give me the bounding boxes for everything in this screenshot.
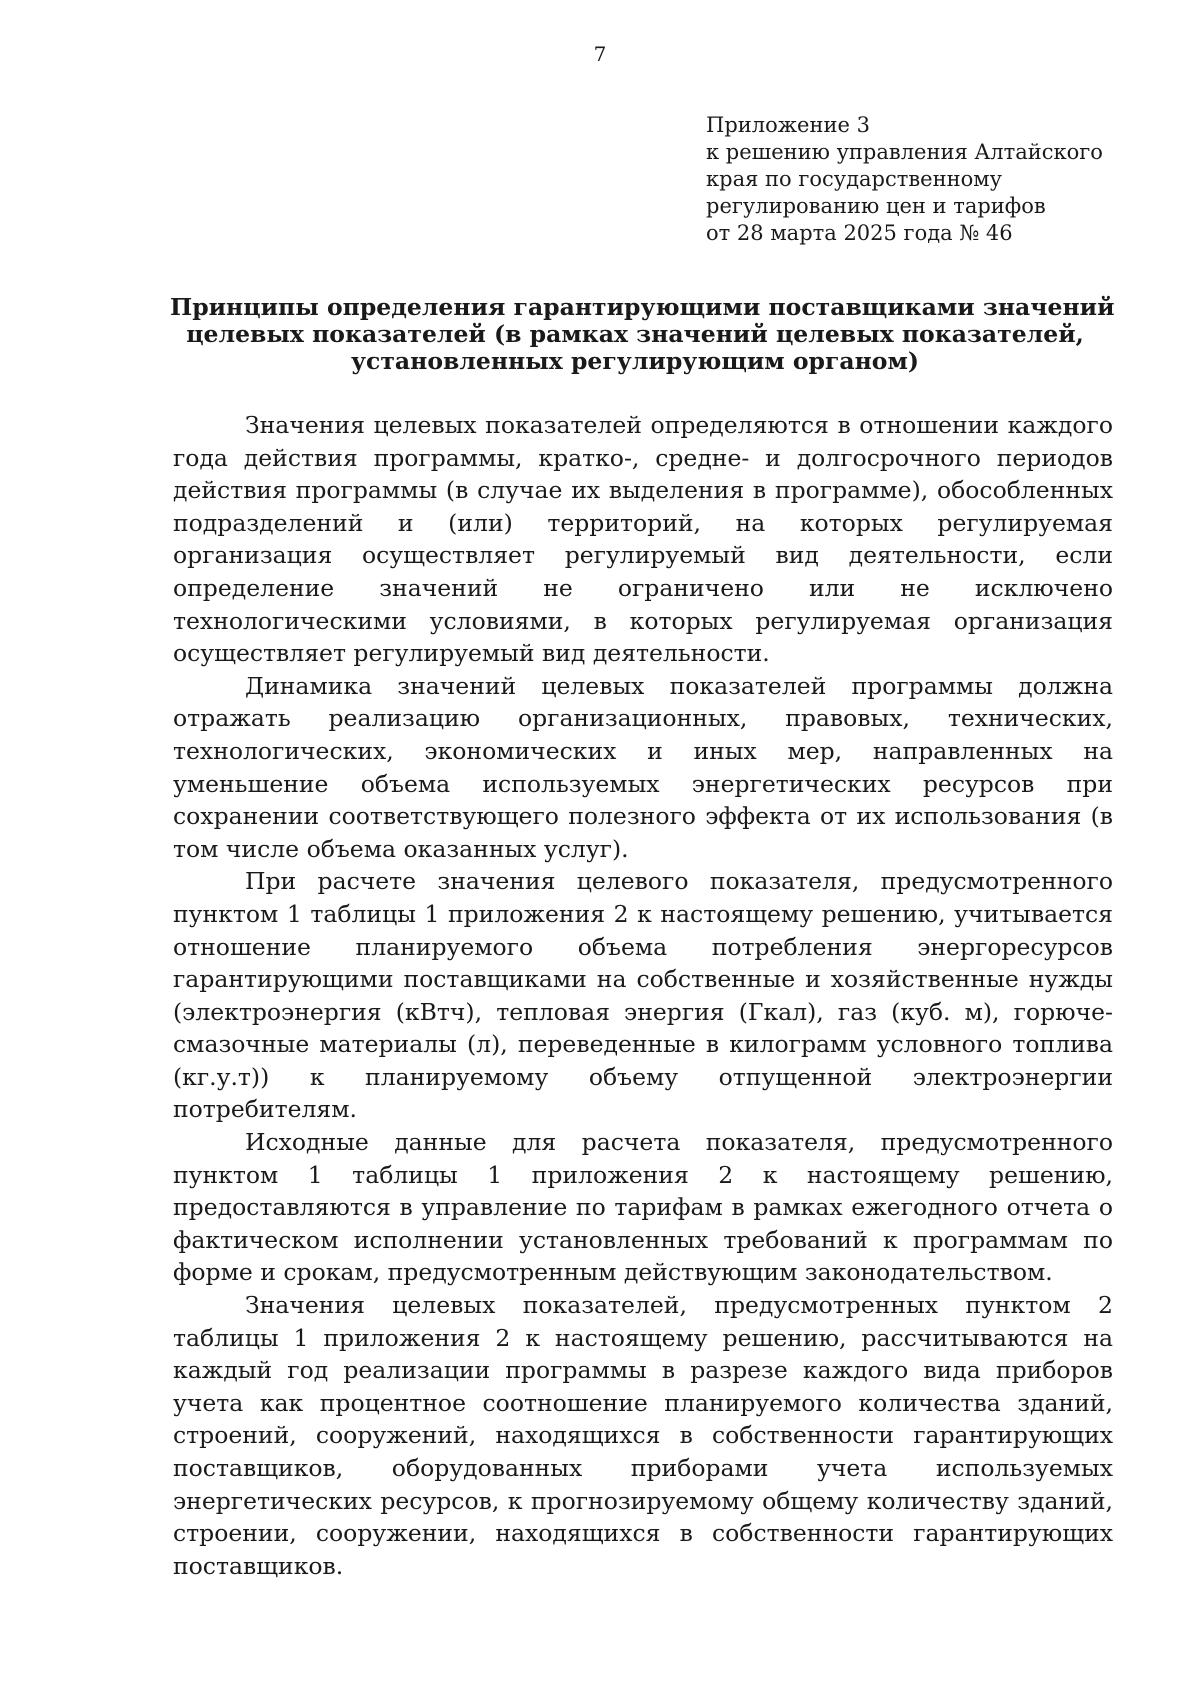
paragraph: Исходные данные для расчета показателя, предусмотренного пунктом 1 таблицы 1 приложения 2 к настоящему решению, предоставляются в управление по тарифам в рамках ежегодного отчета о фактическом исполнении установленных требований к программам по форме и срокам, предусмотренным действующим законодательством.: [173, 1128, 1113, 1287]
paragraph: Динамика значений целевых показателей программы должна отражать реализацию организационных, правовых, технических, технологических, экономических и иных мер, направленных на уменьшение объема используемых энергетических ресурсов при сохранении соответствующего полезного эффекта от их использования (в том числе объема оказанных услуг).: [173, 671, 1113, 863]
title-line: установленных регулирующим органом): [350, 347, 919, 375]
document-body: [173, 409, 1113, 1582]
appendix-header: [706, 112, 1103, 247]
appendix-line: к решению управления Алтайского: [706, 140, 1103, 164]
paragraph: При расчете значения целевого показателя, предусмотренного пунктом 1 таблицы 1 приложения 2 к настоящему решению, учитывается отношение планируемого объема потребления энергоресурсов гарантирующими поставщиками на собственные и хозяйственные нужды (электроэнергия (кВтч), тепловая энергия (Гкал), газ (куб. м), горюче-смазочные материалы (л), переведенные в килограмм условного топлива (кг.у.т)) к планируемому объему отпущенной электроэнергии потребителям.: [173, 867, 1113, 1124]
document-title: [170, 293, 1115, 375]
paragraph: Значения целевых показателей определяются в отношении каждого года действия программы, кратко-, средне- и долгосрочного периодов действия программы (в случае их выделения в программе), обособленных подразделений и (или) территорий, на которых регулируемая организация осуществляет регулируемый вид деятельности, если определение значений не ограничено или не исключено технологическими условиями, в которых регулируемая организация осуществляет регулируемый вид деятельности.: [173, 411, 1113, 668]
title-line: Принципы определения гарантирующими поставщиками значений: [170, 293, 1115, 321]
paragraph: Значения целевых показателей, предусмотренных пунктом 2 таблицы 1 приложения 2 к настоящему решению, рассчитываются на каждый год реализации программы в разрезе каждого вида приборов учета как процентное соотношение планируемого количества зданий, строений, сооружений, находящихся в собственности гарантирующих поставщиков, оборудованных приборами учета используемых энергетических ресурсов, к прогнозируемому общему количеству зданий, строении, сооружении, находящихся в собственности гарантирующих поставщиков.: [173, 1291, 1113, 1580]
appendix-line: края по государственному: [706, 167, 1002, 191]
title-line: целевых показателей (в рамках значений целевых показателей,: [186, 320, 1084, 348]
appendix-line: регулированию цен и тарифов: [706, 194, 1046, 218]
page-number: 7: [593, 42, 607, 66]
appendix-line: от 28 марта 2025 года № 46: [706, 221, 1013, 245]
appendix-line: Приложение 3: [706, 113, 870, 137]
